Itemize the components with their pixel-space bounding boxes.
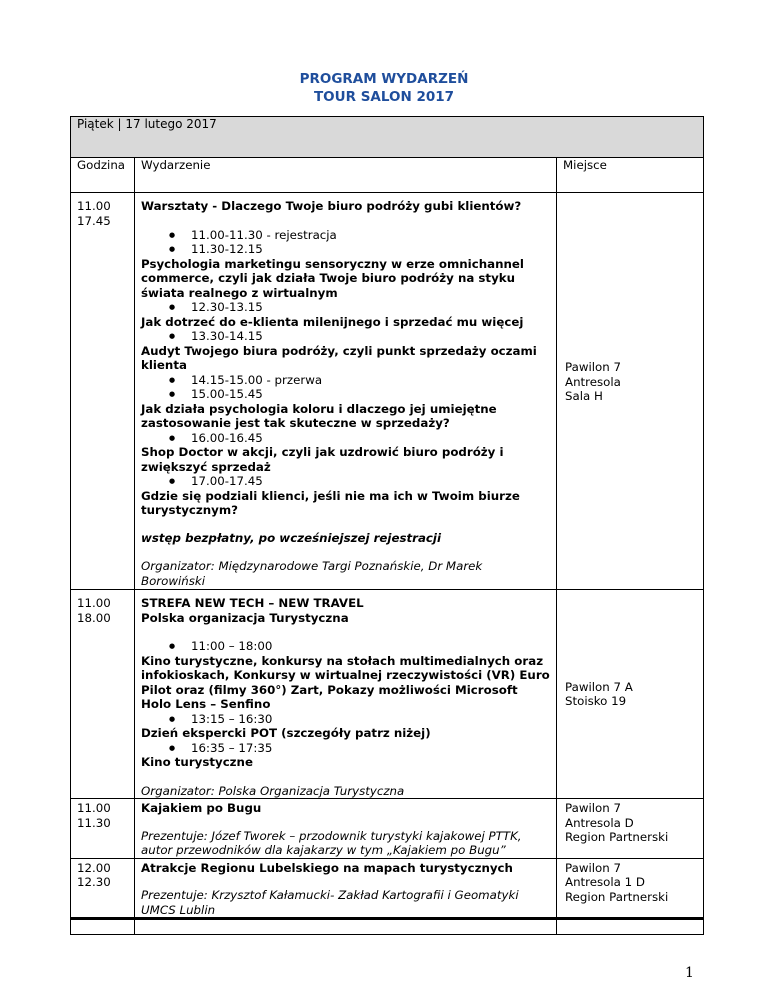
list-item: ● 11.30-12.15 [191,242,550,257]
organizer: Organizator: Polska Organizacja Turystyczna [141,783,405,798]
admission-note: wstęp bezpłatny, po wcześniejszej rejestracji [141,530,441,545]
event-time: 11.00 11.30 [77,801,111,830]
session-title: Jak działa psychologia koloru i dlaczego jej umiejętne zastosowanie jest tak skuteczne w sprzedaży? [141,401,497,430]
list-item: ● 17.00-17.45 [191,474,550,489]
session-title: Kino turystyczne, konkursy na stołach multimedialnych oraz infokioskach, Konkursy w wirtualnej rzeczywistości (VR) Euro Pilot oraz (filmy 360°) Zart, Pokazy możliwości Microsoft Holo Lens – Senfino [141,653,550,711]
header-event: Wydarzenie [135,158,557,193]
session-title: Gdzie się podziali klienci, jeśli nie ma ich w Twoim biurze turystycznym? [141,488,520,517]
event-subheading: Polska organizacja Turystyczna [141,610,349,625]
event-place: Pawilon 7 Antresola D Region Partnerski [565,801,669,844]
list-item: ● 14.15-15.00 - przerwa [191,373,550,388]
header-row [71,158,704,193]
table-row [71,193,704,590]
program-table [70,116,704,935]
event-heading: Atrakcje Regionu Lubelskiego na mapach turystycznych [141,860,513,875]
event-place: Pawilon 7 Antresola 1 D Region Partnerski [565,860,669,904]
document-subtitle: TOUR SALON 2017 [313,89,455,105]
day-row [71,117,704,158]
list-item: ● 11:00 – 18:00 [191,639,550,654]
session-title: Audyt Twojego biura podróży, czyli punkt sprzedaży oczami klienta [141,343,537,372]
organizer: Organizator: Międzynarodowe Targi Poznańskie, Dr Marek Borowiński [141,559,483,588]
presenter: Prezentuje: Krzysztof Kałamucki- Zakład Kartografii i Geomatyki UMCS Lublin [141,888,519,917]
event-heading: Kajakiem po Bugu [141,801,262,815]
event-heading: Warsztaty - Dlaczego Twoje biuro podróży gubi klientów? [141,199,522,213]
list-item: ● 16.00-16.45 [191,431,550,446]
page-number: 1 [685,965,694,981]
event-time: 11.00 17.45 [77,199,111,228]
session-title: Jak dotrzeć do e-klienta milenijnego i sprzedać mu więcej [141,314,524,329]
event-heading: STREFA NEW TECH – NEW TRAVEL [141,596,364,610]
event-time: 12.00 12.30 [77,860,111,889]
table-row [71,858,704,919]
session-title: Shop Doctor w akcji, czyli jak uzdrowić biuro podróży i zwiększyć sprzedaż [141,445,504,474]
table-row [71,590,704,799]
empty-row [71,919,704,935]
header-place: Miejsce [557,158,704,193]
session-title: Psychologia marketingu sensoryczny w erze omnichannel commerce, czyli jak działa Twoje biuro podróży na styku świata realnego z wirtualnym [141,256,524,300]
event-time: 11.00 18.00 [77,596,111,625]
session-title: Dzień ekspercki POT (szczegóły patrz niżej) [141,726,431,740]
list-item: ● 11.00-11.30 - rejestracja [191,228,550,243]
session-title: Kino turystyczne [141,755,253,769]
list-item: ● 13.30-14.15 [191,329,550,344]
header-time: Godzina [71,158,135,193]
schedule-list [141,228,550,257]
day-label: Piątek | 17 lutego 2017 [71,117,704,158]
document-title: PROGRAM WYDARZEŃ [299,71,469,87]
list-item: ● 16:35 – 17:35 [191,741,550,756]
list-item: ● 12.30-13.15 [191,300,550,315]
event-place: Pawilon 7 Antresola Sala H [565,360,621,404]
list-item: ● 13:15 – 16:30 [191,712,550,727]
event-place: Pawilon 7 A Stoisko 19 [565,679,633,708]
list-item: ● 15.00-15.45 [191,387,550,402]
presenter: Prezentuje: Józef Tworek – przodownik turystyki kajakowej PTTK, autor przewodników dla kajakarzy w tym „Kajakiem po Bugu” [141,828,522,857]
table-row [71,799,704,859]
